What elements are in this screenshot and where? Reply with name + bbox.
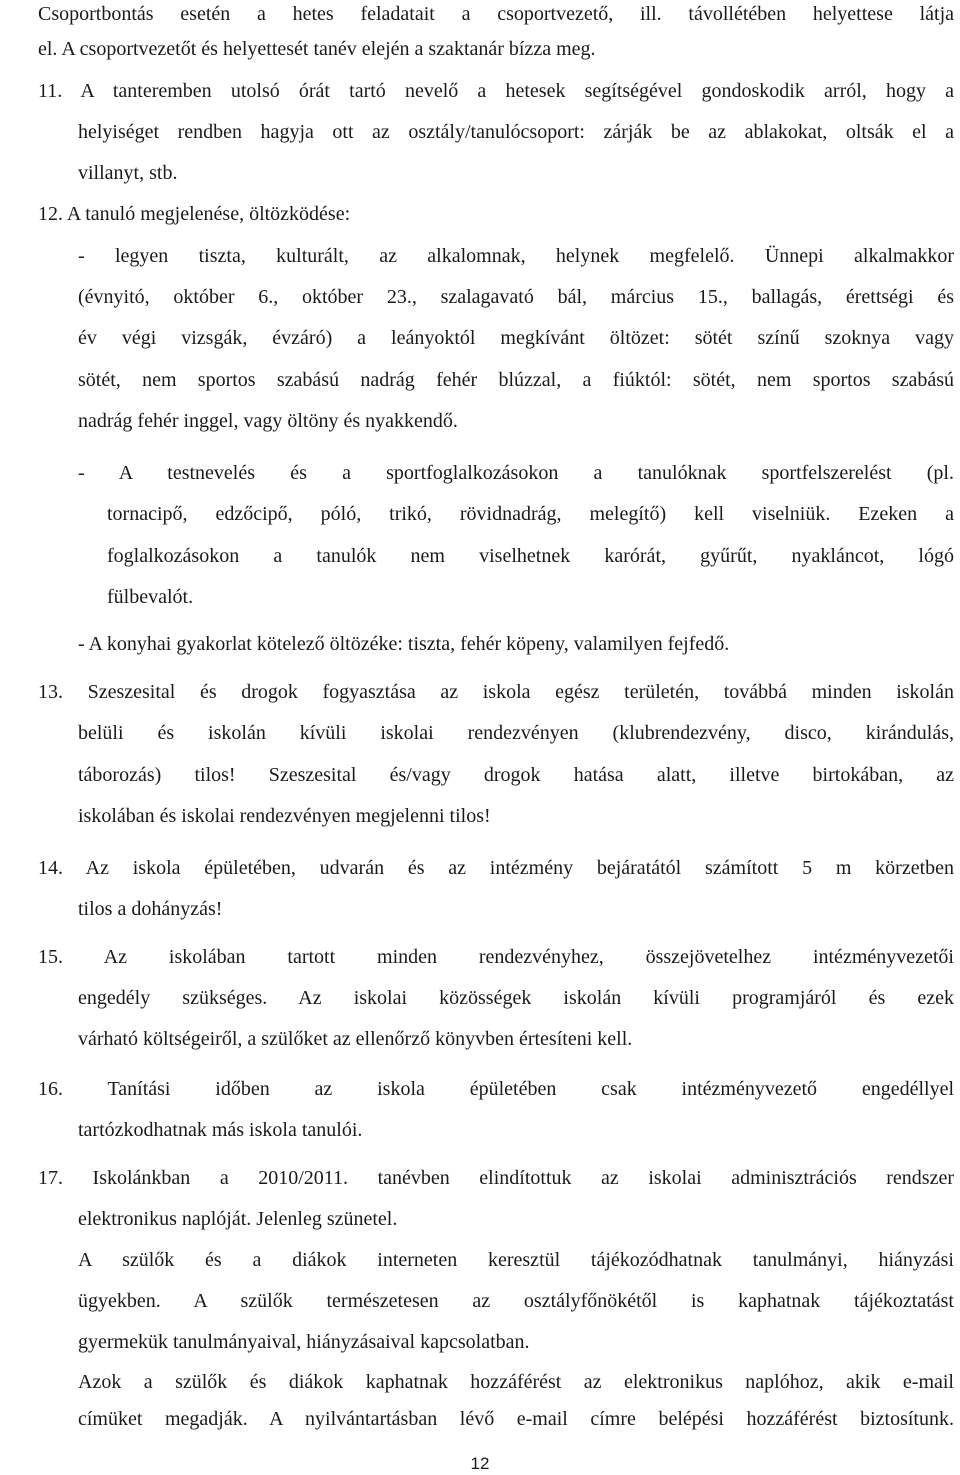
text-line: gyermekük tanulmányaival, hiányzásaival kapcsolatban.	[78, 1331, 530, 1353]
text-line: villanyt, stb.	[78, 162, 178, 184]
text-line: fülbevalót.	[107, 586, 194, 608]
text-line: 12. A tanuló megjelenése, öltözködése:	[38, 203, 351, 225]
text-line: foglalkozásokon a tanulók nem viselhetnek karórát, gyűrűt, nyakláncot, lógó	[107, 545, 954, 567]
text-line: év végi vizsgák, évzáró) a leányoktól megkívánt öltözet: sötét színű szoknya vagy	[78, 327, 954, 349]
text-line: tilos a dohányzás!	[78, 898, 223, 920]
text-line: (évnyitó, október 6., október 23., szalagavató bál, március 15., ballagás, érettségi és	[78, 286, 954, 308]
page-number: 12	[470, 1454, 490, 1473]
text-line: 15. Az iskolában tartott minden rendezvényhez, összejövetelhez intézményvezetői	[38, 946, 954, 968]
text-line: várható költségeiről, a szülőket az ellenőrző könyvben értesíteni kell.	[78, 1028, 633, 1050]
text-line: el. A csoportvezetőt és helyettesét tanév elején a szaktanár bízza meg.	[38, 38, 596, 60]
text-line: tartózkodhatnak más iskola tanulói.	[78, 1119, 363, 1141]
text-line: - A konyhai gyakorlat kötelező öltözéke: tiszta, fehér köpeny, valamilyen fejfedő.	[78, 633, 730, 655]
text-line: tornacipő, edzőcipő, póló, trikó, rövidnadrág, melegítő) kell viselniük. Ezeken a	[107, 503, 954, 525]
text-line: engedély szükséges. Az iskolai közösségek iskolán kívüli programjáról és ezek	[78, 987, 954, 1009]
text-line: 17. Iskolánkban a 2010/2011. tanévben elindítottuk az iskolai adminisztrációs rendszer	[38, 1167, 954, 1189]
text-line: - A testnevelés és a sportfoglalkozásokon a tanulóknak sportfelszerelést (pl.	[78, 462, 954, 484]
text-line: elektronikus naplóját. Jelenleg szünetel.	[78, 1208, 398, 1230]
text-line: címüket megadják. A nyilvántartásban lévő e-mail címre belépési hozzáférést biztosítunk.	[78, 1408, 954, 1430]
text-line: 14. Az iskola épületében, udvarán és az intézmény bejáratától számított 5 m körzetben	[38, 857, 954, 879]
text-line: helyiséget rendben hagyja ott az osztály/tanulócsoport: zárják be az ablakokat, oltsák el a	[78, 121, 954, 143]
text-line: táborozás) tilos! Szeszesital és/vagy drogok hatása alatt, illetve birtokában, az	[78, 764, 954, 786]
text-line: 16. Tanítási időben az iskola épületében csak intézményvezető engedéllyel	[38, 1078, 954, 1100]
text-line: belüli és iskolán kívüli iskolai rendezvényen (klubrendezvény, disco, kirándulás,	[78, 722, 954, 744]
text-line: Azok a szülők és diákok kaphatnak hozzáférést az elektronikus naplóhoz, akik e-mail	[78, 1371, 954, 1393]
text-line: 13. Szeszesital és drogok fogyasztása az iskola egész területén, továbbá minden iskolán	[38, 681, 954, 703]
text-line: A szülők és a diákok interneten keresztül tájékozódhatnak tanulmányi, hiányzási	[78, 1249, 954, 1271]
text-line: ügyekben. A szülők természetesen az osztályfőnökétől is kaphatnak tájékoztatást	[78, 1290, 954, 1312]
text-line: iskolában és iskolai rendezvényen megjelenni tilos!	[78, 805, 491, 827]
text-line: Csoportbontás esetén a hetes feladatait a csoportvezető, ill. távollétében helyettese látja	[38, 3, 954, 25]
text-line: sötét, nem sportos szabású nadrág fehér blúzzal, a fiúktól: sötét, nem sportos szabású	[78, 369, 954, 391]
text-line: 11. A tanteremben utolsó órát tartó nevelő a hetesek segítségével gondoskodik arról, hogy a	[38, 80, 954, 102]
text-line: nadrág fehér inggel, vagy öltöny és nyakkendő.	[78, 410, 458, 432]
text-line: - legyen tiszta, kulturált, az alkalomnak, helynek megfelelő. Ünnepi alkalmakkor	[78, 245, 954, 267]
